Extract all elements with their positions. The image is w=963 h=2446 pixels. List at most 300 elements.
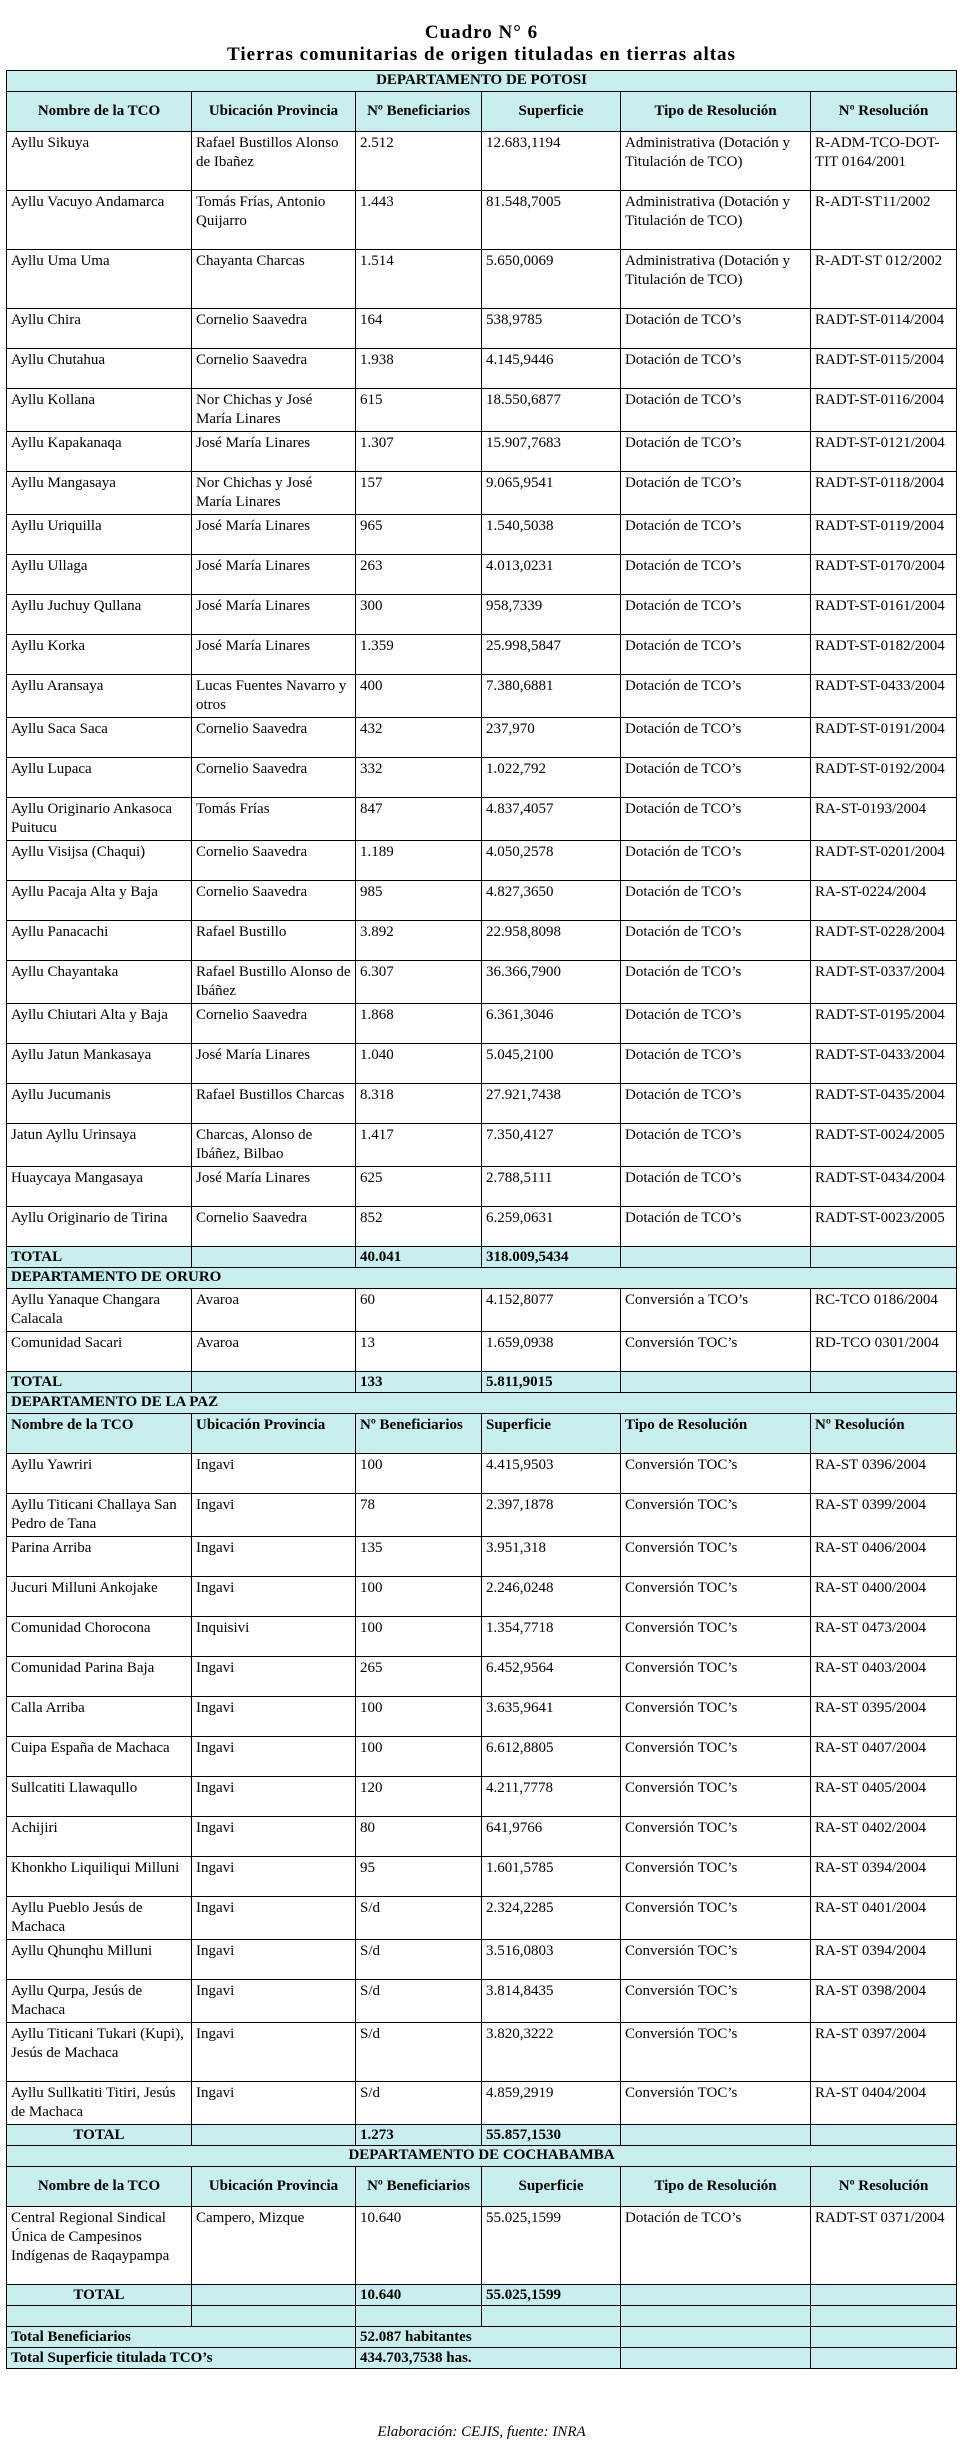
province: José María Linares <box>192 515 356 555</box>
resolution-type: Conversión TOC’s <box>621 1537 811 1577</box>
resolution-number: RD-TCO 0301/2004 <box>811 1332 957 1372</box>
resolution-type: Conversión TOC’s <box>621 1777 811 1817</box>
area: 4.837,4057 <box>482 798 621 841</box>
resolution-number: RA-ST 0403/2004 <box>811 1657 957 1697</box>
area: 1.540,5038 <box>482 515 621 555</box>
total-label: TOTAL <box>7 1372 192 1393</box>
empty-cell <box>811 2285 957 2306</box>
empty-cell <box>192 1247 356 1268</box>
beneficiaries: 332 <box>356 758 482 798</box>
col-header-nombre: Nombre de la TCO <box>7 1414 192 1454</box>
empty-cell <box>621 2285 811 2306</box>
tco-name: Ayllu Originario de Tirina <box>7 1207 192 1247</box>
area: 538,9785 <box>482 309 621 349</box>
resolution-type: Administrativa (Dotación y Titulación de TCO) <box>621 191 811 250</box>
empty-cell <box>192 2125 356 2146</box>
resolution-type: Conversión TOC’s <box>621 1737 811 1777</box>
empty-cell <box>192 1372 356 1393</box>
total-beneficiaries: 1.273 <box>356 2125 482 2146</box>
resolution-type: Conversión TOC’s <box>621 1577 811 1617</box>
empty-cell <box>7 2306 192 2327</box>
total-row <box>7 1372 957 1393</box>
resolution-number: RA-ST 0400/2004 <box>811 1577 957 1617</box>
beneficiaries: 847 <box>356 798 482 841</box>
area: 36.366,7900 <box>482 961 621 1004</box>
empty-cell <box>621 2327 811 2348</box>
area: 12.683,1194 <box>482 132 621 191</box>
total-area: 318.009,5434 <box>482 1247 621 1268</box>
province: Cornelio Saavedra <box>192 841 356 881</box>
area: 3.814,8435 <box>482 1980 621 2023</box>
province: Rafael Bustillos Charcas <box>192 1084 356 1124</box>
province: José María Linares <box>192 1044 356 1084</box>
col-header-ubicacion: Ubicación Provincia <box>192 92 356 132</box>
resolution-type: Dotación de TCO’s <box>621 1124 811 1167</box>
table-row <box>7 718 957 758</box>
table-row <box>7 1980 957 2023</box>
empty-cell <box>811 2327 957 2348</box>
area: 3.635,9641 <box>482 1697 621 1737</box>
tco-name: Sullcatiti Llawaqullo <box>7 1777 192 1817</box>
col-header-resolucion: Nº Resolución <box>811 92 957 132</box>
tco-name: Cuipa España de Machaca <box>7 1737 192 1777</box>
table-row <box>7 309 957 349</box>
table-row <box>7 1577 957 1617</box>
resolution-type: Dotación de TCO’s <box>621 961 811 1004</box>
table-row <box>7 675 957 718</box>
beneficiaries: 78 <box>356 1494 482 1537</box>
table-row <box>7 250 957 309</box>
beneficiaries: 1.359 <box>356 635 482 675</box>
province: Ingavi <box>192 1817 356 1857</box>
beneficiaries: 135 <box>356 1537 482 1577</box>
tco-name: Ayllu Sullkatiti Titiri, Jesús de Machaca <box>7 2082 192 2125</box>
table-row <box>7 1777 957 1817</box>
resolution-number: RADT-ST-0118/2004 <box>811 472 957 515</box>
empty-cell <box>811 1372 957 1393</box>
table-row <box>7 595 957 635</box>
province: Ingavi <box>192 1940 356 1980</box>
resolution-number: RA-ST 0398/2004 <box>811 1980 957 2023</box>
resolution-type: Conversión TOC’s <box>621 1940 811 1980</box>
resolution-number: RADT-ST-0170/2004 <box>811 555 957 595</box>
tco-name: Ayllu Korka <box>7 635 192 675</box>
tco-name: Ayllu Mangasaya <box>7 472 192 515</box>
resolution-number: RADT-ST-0191/2004 <box>811 718 957 758</box>
beneficiaries: 263 <box>356 555 482 595</box>
beneficiaries: 1.938 <box>356 349 482 389</box>
area: 9.065,9541 <box>482 472 621 515</box>
resolution-number: RADT-ST-0119/2004 <box>811 515 957 555</box>
resolution-number: RA-ST 0473/2004 <box>811 1617 957 1657</box>
province: Tomás Frías <box>192 798 356 841</box>
resolution-number: RADT-ST-0192/2004 <box>811 758 957 798</box>
empty-cell <box>811 2348 957 2369</box>
summary-area-value: 434.703,7538 has. <box>356 2348 621 2369</box>
province: Cornelio Saavedra <box>192 718 356 758</box>
beneficiaries: 120 <box>356 1777 482 1817</box>
area: 81.548,7005 <box>482 191 621 250</box>
beneficiaries: 3.892 <box>356 921 482 961</box>
table-row <box>7 841 957 881</box>
col-header-resolucion: Nº Resolución <box>811 1414 957 1454</box>
province: Ingavi <box>192 1897 356 1940</box>
table-row <box>7 798 957 841</box>
col-header-tipo: Tipo de Resolución <box>621 2167 811 2207</box>
resolution-number: RADT-ST-0201/2004 <box>811 841 957 881</box>
resolution-number: RADT-ST-0161/2004 <box>811 595 957 635</box>
total-area: 5.811,9015 <box>482 1372 621 1393</box>
area: 27.921,7438 <box>482 1084 621 1124</box>
col-header-superficie: Superficie <box>482 92 621 132</box>
table-row <box>7 555 957 595</box>
summary-beneficiaries-label: Total Beneficiarios <box>7 2327 356 2348</box>
total-area: 55.857,1530 <box>482 2125 621 2146</box>
tco-name: Ayllu Jucumanis <box>7 1084 192 1124</box>
resolution-type: Administrativa (Dotación y Titulación de TCO) <box>621 250 811 309</box>
summary-beneficiaries-value: 52.087 habitantes <box>356 2327 621 2348</box>
table-row <box>7 432 957 472</box>
table-row <box>7 921 957 961</box>
col-header-nombre: Nombre de la TCO <box>7 2167 192 2207</box>
area: 3.951,318 <box>482 1537 621 1577</box>
resolution-type: Conversión TOC’s <box>621 1980 811 2023</box>
tco-name: Jucuri Milluni Ankojake <box>7 1577 192 1617</box>
province: Ingavi <box>192 2082 356 2125</box>
col-header-ubicacion: Ubicación Provincia <box>192 1414 356 1454</box>
resolution-number: RA-ST 0395/2004 <box>811 1697 957 1737</box>
area: 18.550,6877 <box>482 389 621 432</box>
area: 3.820,3222 <box>482 2023 621 2082</box>
tco-name: Ayllu Chutahua <box>7 349 192 389</box>
beneficiaries: 1.307 <box>356 432 482 472</box>
province: Inquisivi <box>192 1617 356 1657</box>
tco-name: Ayllu Sikuya <box>7 132 192 191</box>
total-label: TOTAL <box>7 2285 192 2306</box>
beneficiaries: 400 <box>356 675 482 718</box>
area: 1.354,7718 <box>482 1617 621 1657</box>
table-row <box>7 881 957 921</box>
province: Cornelio Saavedra <box>192 1004 356 1044</box>
province: Rafael Bustillo Alonso de Ibáñez <box>192 961 356 1004</box>
table-row <box>7 1737 957 1777</box>
resolution-type: Dotación de TCO’s <box>621 1084 811 1124</box>
area: 4.145,9446 <box>482 349 621 389</box>
table-row <box>7 758 957 798</box>
empty-cell <box>621 1372 811 1393</box>
table-row <box>7 1697 957 1737</box>
area: 6.452,9564 <box>482 1657 621 1697</box>
province: Ingavi <box>192 1454 356 1494</box>
resolution-type: Conversión a TCO’s <box>621 1289 811 1332</box>
table-row <box>7 1817 957 1857</box>
tco-name: Ayllu Pueblo Jesús de Machaca <box>7 1897 192 1940</box>
beneficiaries: 432 <box>356 718 482 758</box>
summary-beneficiaries-row <box>7 2327 957 2348</box>
resolution-type: Dotación de TCO’s <box>621 472 811 515</box>
tco-name: Ayllu Chayantaka <box>7 961 192 1004</box>
resolution-type: Dotación de TCO’s <box>621 595 811 635</box>
province: Avaroa <box>192 1332 356 1372</box>
province: Cornelio Saavedra <box>192 309 356 349</box>
area: 2.246,0248 <box>482 1577 621 1617</box>
province: Cornelio Saavedra <box>192 1207 356 1247</box>
resolution-number: RADT-ST-0434/2004 <box>811 1167 957 1207</box>
area: 5.650,0069 <box>482 250 621 309</box>
col-header-superficie: Superficie <box>482 1414 621 1454</box>
area: 2.788,5111 <box>482 1167 621 1207</box>
table-row <box>7 191 957 250</box>
table-row <box>7 1857 957 1897</box>
area: 4.827,3650 <box>482 881 621 921</box>
tco-name: Ayllu Uriquilla <box>7 515 192 555</box>
tco-name: Ayllu Vacuyo Andamarca <box>7 191 192 250</box>
resolution-type: Dotación de TCO’s <box>621 515 811 555</box>
province: José María Linares <box>192 595 356 635</box>
col-header-beneficiarios: Nº Beneficiarios <box>356 92 482 132</box>
resolution-number: RADT-ST-0121/2004 <box>811 432 957 472</box>
resolution-number: RA-ST 0394/2004 <box>811 1857 957 1897</box>
beneficiaries: 615 <box>356 389 482 432</box>
beneficiaries: 80 <box>356 1817 482 1857</box>
province: Lucas Fuentes Navarro y otros <box>192 675 356 718</box>
resolution-number: RADT-ST-0182/2004 <box>811 635 957 675</box>
col-header-tipo: Tipo de Resolución <box>621 1414 811 1454</box>
resolution-number: RADT-ST-0195/2004 <box>811 1004 957 1044</box>
table-title: Tierras comunitarias de origen tituladas en tierras altas <box>227 44 736 65</box>
beneficiaries: 1.189 <box>356 841 482 881</box>
tco-name: Jatun Ayllu Urinsaya <box>7 1124 192 1167</box>
empty-cell <box>192 2306 356 2327</box>
tco-name: Ayllu Titicani Challaya San Pedro de Tana <box>7 1494 192 1537</box>
resolution-number: RADT-ST-0433/2004 <box>811 1044 957 1084</box>
empty-cell <box>811 1247 957 1268</box>
header-row <box>7 92 957 132</box>
resolution-type: Conversión TOC’s <box>621 2023 811 2082</box>
table-row <box>7 1494 957 1537</box>
beneficiaries: 1.514 <box>356 250 482 309</box>
empty-cell <box>621 2125 811 2146</box>
tco-name: Ayllu Lupaca <box>7 758 192 798</box>
area: 1.022,792 <box>482 758 621 798</box>
table-row <box>7 1289 957 1332</box>
table-row <box>7 1454 957 1494</box>
area: 4.013,0231 <box>482 555 621 595</box>
resolution-number: RADT-ST-0435/2004 <box>811 1084 957 1124</box>
total-beneficiaries: 40.041 <box>356 1247 482 1268</box>
resolution-number: RA-ST 0394/2004 <box>811 1940 957 1980</box>
resolution-type: Conversión TOC’s <box>621 1857 811 1897</box>
area: 3.516,0803 <box>482 1940 621 1980</box>
area: 4.211,7778 <box>482 1777 621 1817</box>
dept-heading-potosi <box>7 71 957 92</box>
resolution-number: RADT-ST-0023/2005 <box>811 1207 957 1247</box>
resolution-type: Dotación de TCO’s <box>621 635 811 675</box>
empty-cell <box>621 2348 811 2369</box>
province: José María Linares <box>192 432 356 472</box>
beneficiaries: 100 <box>356 1697 482 1737</box>
tco-name: Achijiri <box>7 1817 192 1857</box>
resolution-type: Dotación de TCO’s <box>621 432 811 472</box>
empty-cell <box>621 1247 811 1268</box>
resolution-number: RA-ST 0396/2004 <box>811 1454 957 1494</box>
dept-heading-oruro <box>7 1268 957 1289</box>
table-row <box>7 961 957 1004</box>
province: Tomás Frías, Antonio Quijarro <box>192 191 356 250</box>
resolution-number: RA-ST 0402/2004 <box>811 1817 957 1857</box>
resolution-number: RADT-ST 0371/2004 <box>811 2207 957 2285</box>
tco-name: Ayllu Visijsa (Chaqui) <box>7 841 192 881</box>
resolution-type: Dotación de TCO’s <box>621 881 811 921</box>
tco-name: Ayllu Titicani Tukari (Kupi), Jesús de Machaca <box>7 2023 192 2082</box>
province: Ingavi <box>192 1577 356 1617</box>
beneficiaries: 625 <box>356 1167 482 1207</box>
table-row <box>7 2023 957 2082</box>
tco-name: Ayllu Panacachi <box>7 921 192 961</box>
area: 5.045,2100 <box>482 1044 621 1084</box>
province: Nor Chichas y José María Linares <box>192 472 356 515</box>
table-row <box>7 472 957 515</box>
province: José María Linares <box>192 635 356 675</box>
province: Rafael Bustillo <box>192 921 356 961</box>
resolution-type: Conversión TOC’s <box>621 1617 811 1657</box>
area: 22.958,8098 <box>482 921 621 961</box>
beneficiaries: 265 <box>356 1657 482 1697</box>
empty-cell <box>811 2125 957 2146</box>
spacer-row <box>7 2306 957 2327</box>
beneficiaries: 60 <box>356 1289 482 1332</box>
table-row <box>7 1617 957 1657</box>
area: 4.050,2578 <box>482 841 621 881</box>
province: Cornelio Saavedra <box>192 349 356 389</box>
table-row <box>7 2082 957 2125</box>
resolution-number: RA-ST-0224/2004 <box>811 881 957 921</box>
province: Ingavi <box>192 1697 356 1737</box>
empty-cell <box>482 2306 621 2327</box>
table-row <box>7 2207 957 2285</box>
beneficiaries: 10.640 <box>356 2207 482 2285</box>
area: 4.415,9503 <box>482 1454 621 1494</box>
tco-name: Comunidad Sacari <box>7 1332 192 1372</box>
area: 6.259,0631 <box>482 1207 621 1247</box>
tco-name: Ayllu Uma Uma <box>7 250 192 309</box>
dept-heading: DEPARTAMENTO DE LA PAZ <box>7 1393 957 1414</box>
tco-name: Khonkho Liquiliqui Milluni <box>7 1857 192 1897</box>
source-footer: Elaboración: CEJIS, fuente: INRA <box>377 2424 586 2440</box>
tco-table <box>6 70 957 2369</box>
beneficiaries: S/d <box>356 2023 482 2082</box>
tco-name: Ayllu Yanaque Changara Calacala <box>7 1289 192 1332</box>
beneficiaries: S/d <box>356 1940 482 1980</box>
tco-name: Ayllu Saca Saca <box>7 718 192 758</box>
beneficiaries: 13 <box>356 1332 482 1372</box>
total-beneficiaries: 133 <box>356 1372 482 1393</box>
beneficiaries: 1.040 <box>356 1044 482 1084</box>
total-label: TOTAL <box>7 1247 192 1268</box>
table-row <box>7 1332 957 1372</box>
area: 7.380,6881 <box>482 675 621 718</box>
area: 1.601,5785 <box>482 1857 621 1897</box>
table-row <box>7 515 957 555</box>
resolution-number: RADT-ST-0115/2004 <box>811 349 957 389</box>
beneficiaries: 100 <box>356 1737 482 1777</box>
province: Cornelio Saavedra <box>192 758 356 798</box>
province: Ingavi <box>192 1777 356 1817</box>
tco-name: Ayllu Ullaga <box>7 555 192 595</box>
summary-area-row <box>7 2348 957 2369</box>
beneficiaries: 6.307 <box>356 961 482 1004</box>
table-row <box>7 635 957 675</box>
table-row <box>7 1004 957 1044</box>
resolution-type: Conversión TOC’s <box>621 1657 811 1697</box>
table-row <box>7 1657 957 1697</box>
tco-name: Ayllu Pacaja Alta y Baja <box>7 881 192 921</box>
province: Rafael Bustillos Alonso de Ibañez <box>192 132 356 191</box>
empty-cell <box>192 2285 356 2306</box>
table-row <box>7 1124 957 1167</box>
resolution-number: RA-ST 0405/2004 <box>811 1777 957 1817</box>
province: Avaroa <box>192 1289 356 1332</box>
tco-name: Ayllu Kollana <box>7 389 192 432</box>
col-header-beneficiarios: Nº Beneficiarios <box>356 1414 482 1454</box>
tco-name: Ayllu Originario Ankasoca Puitucu <box>7 798 192 841</box>
tco-name: Parina Arriba <box>7 1537 192 1577</box>
beneficiaries: 100 <box>356 1454 482 1494</box>
province: Ingavi <box>192 1657 356 1697</box>
table-row <box>7 349 957 389</box>
resolution-type: Dotación de TCO’s <box>621 1004 811 1044</box>
province: Nor Chichas y José María Linares <box>192 389 356 432</box>
tco-name: Ayllu Chira <box>7 309 192 349</box>
beneficiaries: 8.318 <box>356 1084 482 1124</box>
area: 55.025,1599 <box>482 2207 621 2285</box>
province: José María Linares <box>192 1167 356 1207</box>
tco-name: Ayllu Chiutari Alta y Baja <box>7 1004 192 1044</box>
province: Ingavi <box>192 1494 356 1537</box>
beneficiaries: 100 <box>356 1577 482 1617</box>
resolution-type: Dotación de TCO’s <box>621 309 811 349</box>
tco-name: Ayllu Qurpa, Jesús de Machaca <box>7 1980 192 2023</box>
beneficiaries: 1.868 <box>356 1004 482 1044</box>
resolution-type: Dotación de TCO’s <box>621 1167 811 1207</box>
resolution-number: RADT-ST-0116/2004 <box>811 389 957 432</box>
resolution-type: Dotación de TCO’s <box>621 758 811 798</box>
resolution-type: Administrativa (Dotación y Titulación de TCO) <box>621 132 811 191</box>
table-row <box>7 1167 957 1207</box>
resolution-type: Dotación de TCO’s <box>621 1044 811 1084</box>
table-row <box>7 132 957 191</box>
area: 6.361,3046 <box>482 1004 621 1044</box>
tco-name: Ayllu Qhunqhu Milluni <box>7 1940 192 1980</box>
col-header-superficie: Superficie <box>482 2167 621 2207</box>
beneficiaries: S/d <box>356 1897 482 1940</box>
summary-area-label: Total Superficie titulada TCO’s <box>7 2348 356 2369</box>
resolution-type: Dotación de TCO’s <box>621 349 811 389</box>
resolution-number: RA-ST 0401/2004 <box>811 1897 957 1940</box>
beneficiaries: 1.443 <box>356 191 482 250</box>
resolution-type: Conversión TOC’s <box>621 1697 811 1737</box>
resolution-type: Conversión TOC’s <box>621 1332 811 1372</box>
area: 237,970 <box>482 718 621 758</box>
province: Charcas, Alonso de Ibáñez, Bilbao <box>192 1124 356 1167</box>
resolution-type: Dotación de TCO’s <box>621 389 811 432</box>
table-number-title: Cuadro N° 6 <box>424 22 539 43</box>
resolution-type: Dotación de TCO’s <box>621 921 811 961</box>
province: Campero, Mizque <box>192 2207 356 2285</box>
tco-name: Comunidad Parina Baja <box>7 1657 192 1697</box>
tco-name: Ayllu Juchuy Qullana <box>7 595 192 635</box>
resolution-number: R-ADM-TCO-DOT-TIT 0164/2001 <box>811 132 957 191</box>
